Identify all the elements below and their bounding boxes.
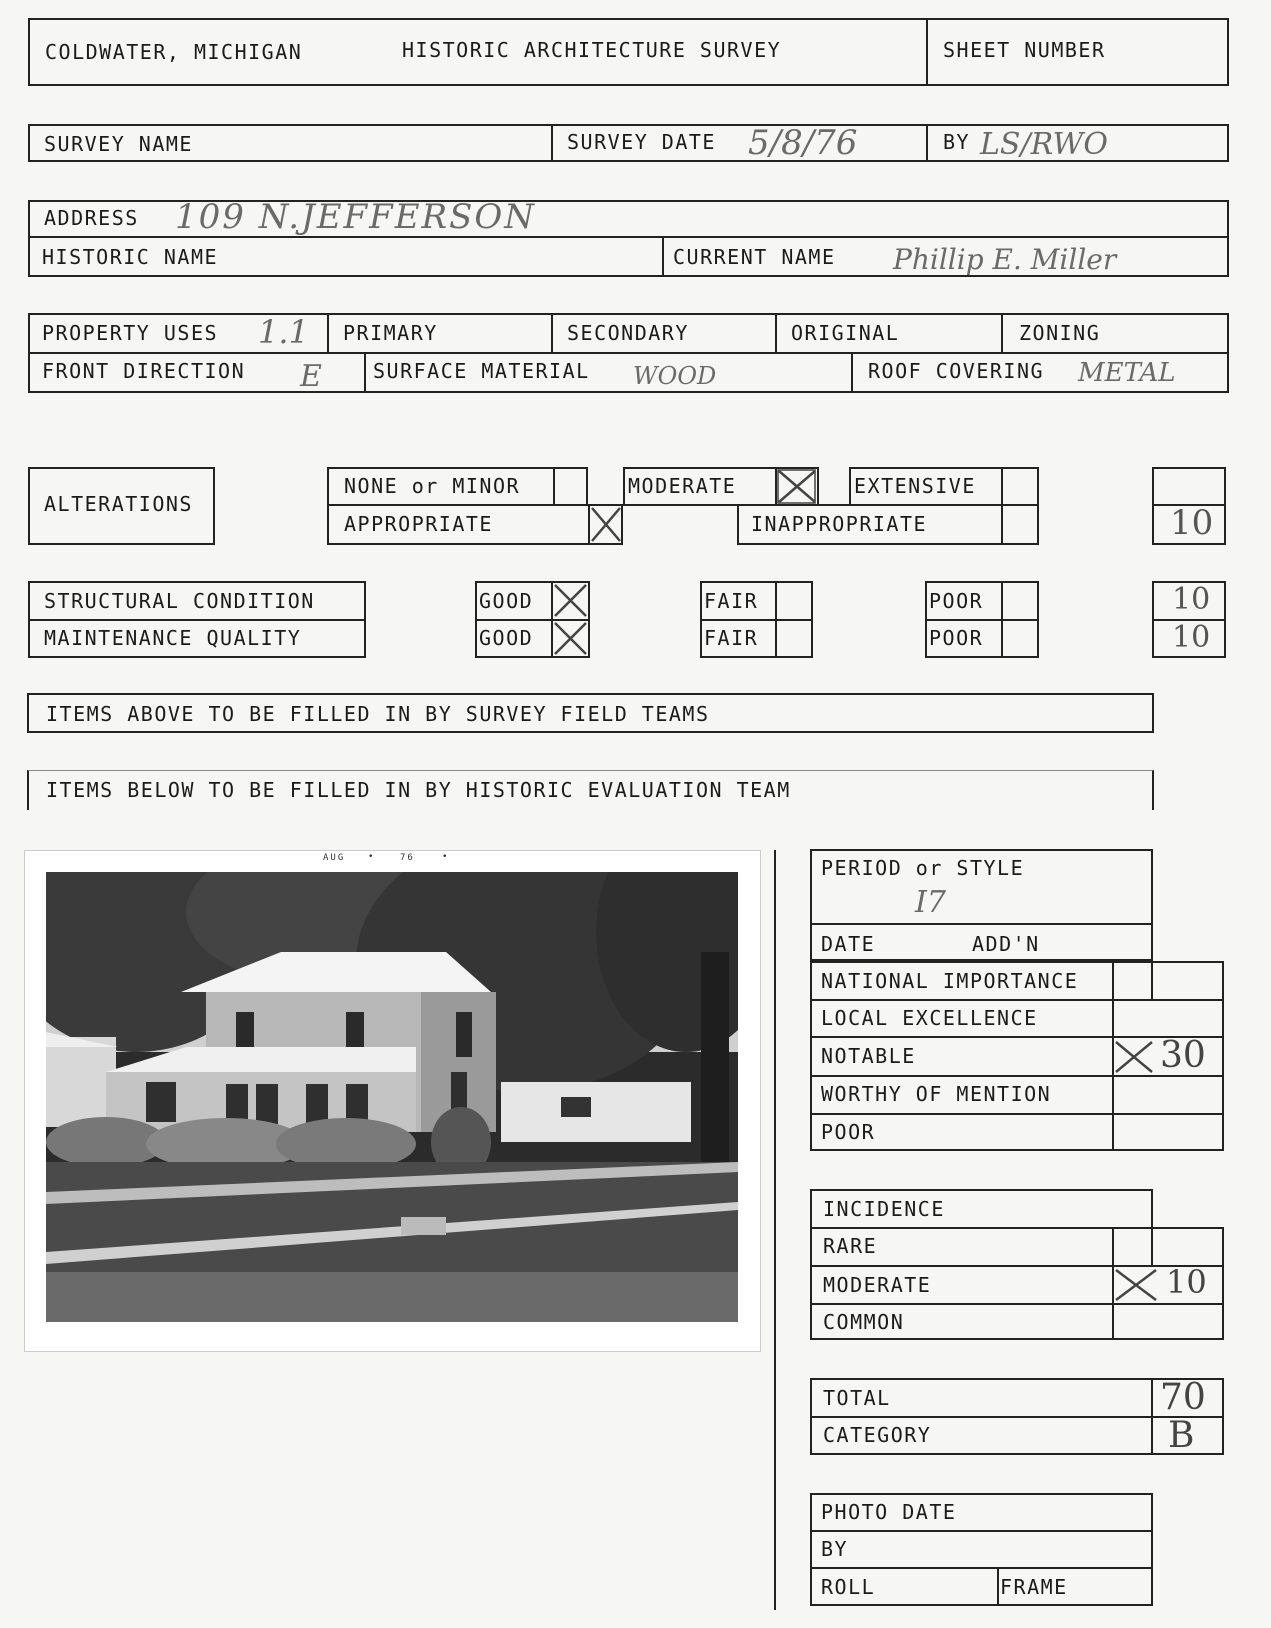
maintenance-good-checkmark[interactable] [553,621,588,656]
historic-name-label: HISTORIC NAME [42,245,219,269]
alt-score-value[interactable]: 10 [1170,503,1214,543]
total-value[interactable]: 70 [1160,1377,1206,1418]
alt-inappropriate-checkbox[interactable] [1003,506,1037,543]
divider [810,923,1153,925]
divider [28,619,366,621]
period-style-label: PERIOD or STYLE [821,856,1025,880]
structural-good-checkmark[interactable] [553,583,588,618]
incidence-moderate-checkmark[interactable] [1114,1268,1158,1302]
address-value[interactable]: 109 N.JEFFERSON [175,197,537,237]
original-label: ORIGINAL [791,321,900,345]
maintenance-quality-label: MAINTENANCE QUALITY [44,626,302,650]
divider [327,313,329,352]
divider [1001,313,1003,352]
divider [775,313,777,352]
address-label: ADDRESS [44,206,139,230]
category-value[interactable]: B [1168,1415,1195,1456]
divider [926,124,928,162]
structural-fair-label: FAIR [704,589,759,613]
alt-inappropriate-label: INAPPROPRIATE [751,512,928,536]
evaluation-score-value[interactable]: 30 [1160,1035,1206,1076]
divider [1151,1227,1153,1265]
divider [851,352,853,393]
alt-moderate-checkmark[interactable] [777,469,817,504]
divider [810,1530,1153,1532]
divider [364,352,366,393]
house-photograph [46,872,738,1322]
photo-date-label: PHOTO DATE [821,1500,957,1524]
photo-stamp-dot: • [368,852,376,862]
front-direction-label: FRONT DIRECTION [42,359,246,383]
survey-name-label: SURVEY NAME [44,132,193,156]
note-above: ITEMS ABOVE TO BE FILLED IN BY SURVEY FIELD TEAMS [46,702,710,726]
maintenance-fair-checkbox[interactable] [777,621,811,656]
incidence-label: INCIDENCE [823,1197,945,1221]
photo-by-label: BY [821,1537,849,1561]
photo-stamp-dot: • [442,852,450,862]
notable-label: NOTABLE [821,1044,916,1068]
alt-appropriate-label: APPROPRIATE [344,512,493,536]
divider [1151,961,1153,999]
common-label: COMMON [823,1310,905,1334]
alt-none-minor-label: NONE or MINOR [344,474,521,498]
roof-covering-value[interactable]: METAL [1078,358,1176,388]
divider [551,313,553,352]
roll-label: ROLL [821,1575,876,1599]
alterations-label: ALTERATIONS [44,492,193,516]
primary-label: PRIMARY [343,321,438,345]
front-direction-value[interactable]: E [300,359,322,394]
note-below: ITEMS BELOW TO BE FILLED IN BY HISTORIC EVALUATION TEAM [46,778,791,802]
divider [810,1303,1224,1305]
alt-extensive-label: EXTENSIVE [854,474,976,498]
alt-extensive-checkbox[interactable] [1003,469,1037,504]
incidence-score-value[interactable]: 10 [1166,1263,1207,1301]
structural-poor-label: POOR [929,589,984,613]
roof-covering-label: ROOF COVERING [868,359,1045,383]
photo-stamp-year: 76 [400,853,415,863]
divider [28,352,1229,354]
current-name-value[interactable]: Phillip E. Miller [893,243,1117,276]
structural-good-label: GOOD [479,589,534,613]
total-label: TOTAL [823,1386,891,1410]
eval-date-label: DATE [821,932,876,956]
photo-stamp-month: AUG [323,853,346,863]
divider [810,999,1224,1001]
alt-moderate-label: MODERATE [628,474,737,498]
header-divider [926,18,928,86]
surface-material-value[interactable]: WOOD [633,362,717,390]
divider [662,236,664,277]
structural-condition-label: STRUCTURAL CONDITION [44,589,315,613]
current-name-label: CURRENT NAME [673,245,836,269]
period-style-value[interactable]: I7 [915,885,946,920]
divider [810,1567,1153,1569]
divider [997,1567,999,1606]
worthy-of-mention-label: WORTHY OF MENTION [821,1082,1052,1106]
rare-label: RARE [823,1234,878,1258]
survey-date-label: SURVEY DATE [567,130,716,154]
survey-by-label: BY [943,130,971,154]
frame-label: FRAME [1000,1575,1068,1599]
property-uses-value[interactable]: 1.1 [258,313,309,351]
sheet-number-label: SHEET NUMBER [943,38,1106,62]
maintenance-poor-label: POOR [929,626,984,650]
maintenance-fair-label: FAIR [704,626,759,650]
category-label: CATEGORY [823,1423,932,1447]
structural-score-value[interactable]: 10 [1172,582,1211,617]
survey-by-value[interactable]: LS/RWO [980,127,1108,162]
eval-poor-label: POOR [821,1120,876,1144]
surface-material-label: SURFACE MATERIAL [373,359,590,383]
property-uses-label: PROPERTY USES [42,321,219,345]
incidence-moderate-label: MODERATE [823,1273,932,1297]
form-title: HISTORIC ARCHITECTURE SURVEY [402,38,782,62]
maintenance-good-label: GOOD [479,626,534,650]
alt-none-minor-checkbox[interactable] [555,469,586,504]
zoning-label: ZONING [1019,321,1101,345]
alt-appropriate-checkmark[interactable] [590,506,622,543]
divider [810,1113,1224,1115]
structural-poor-checkbox[interactable] [1003,583,1037,618]
divider [810,1265,1224,1267]
notable-checkmark[interactable] [1114,1040,1154,1074]
eval-date-value: ADD'N [972,932,1040,956]
maintenance-score-value[interactable]: 10 [1172,620,1211,655]
structural-fair-checkbox[interactable] [777,583,811,618]
survey-date-value[interactable]: 5/8/76 [748,123,858,163]
divider [551,124,553,162]
local-excellence-label: LOCAL EXCELLENCE [821,1006,1038,1030]
secondary-label: SECONDARY [567,321,689,345]
city-label: COLDWATER, MICHIGAN [45,40,303,64]
national-importance-label: NATIONAL IMPORTANCE [821,969,1079,993]
maintenance-poor-checkbox[interactable] [1003,621,1037,656]
